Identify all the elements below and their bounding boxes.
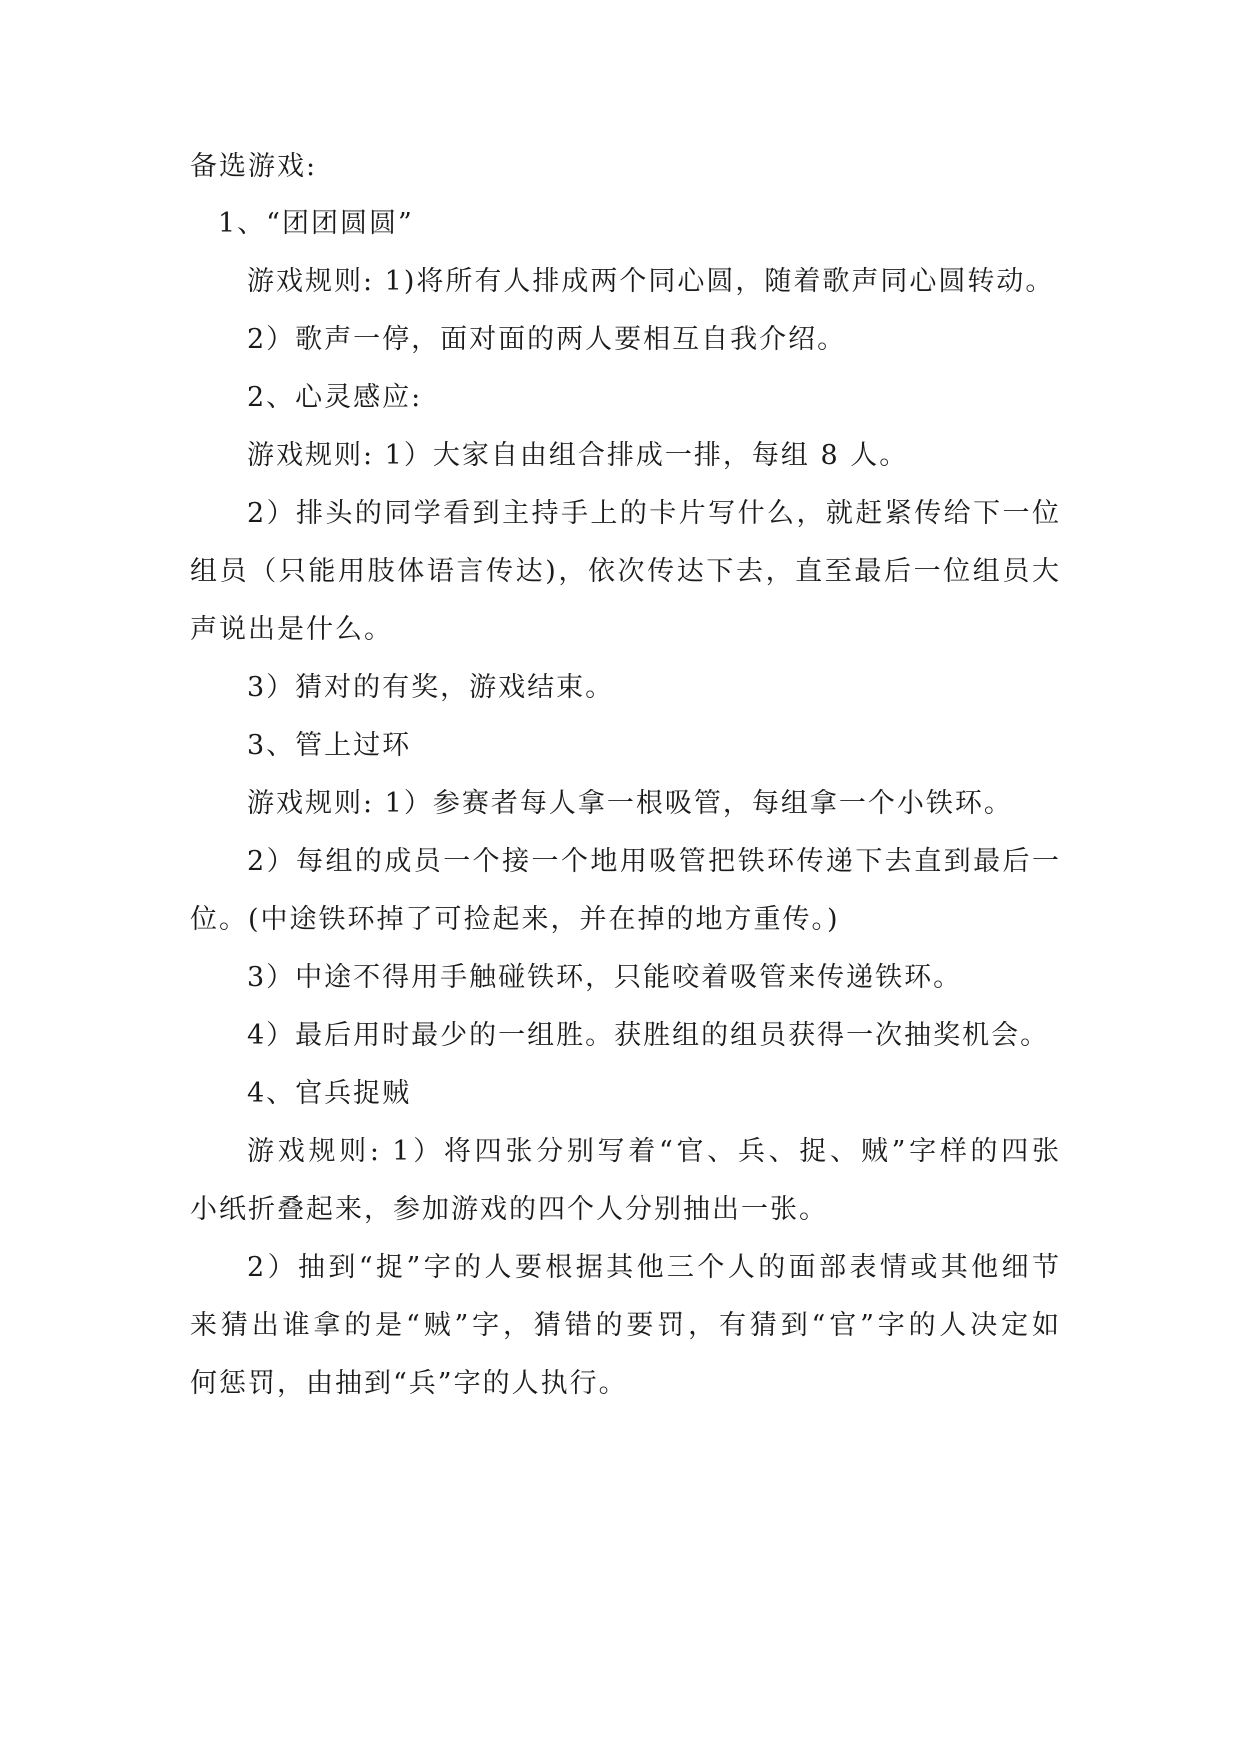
section-3-rule-1: 游戏规则: 1）参赛者每人拿一根吸管，每组拿一个小铁环。 <box>247 788 1013 819</box>
section-4-rule-2-line-1: 2）抽到“捉”字的人要根据其他三个人的面部表情或其他细节 <box>247 1252 1060 1283</box>
section-2-rule-1: 游戏规则: 1）大家自由组合排成一排，每组 8 人。 <box>247 440 909 471</box>
section-3-rule-4: 4）最后用时最少的一组胜。获胜组的组员获得一次抽奖机会。 <box>247 1020 1050 1051</box>
section-title-1: 1、“团团圆圆” <box>218 208 414 239</box>
section-3-rule-2-line-2: 位。(中途铁环掉了可捡起来，并在掉的地方重传。) <box>190 904 840 935</box>
section-2-rule-2-line-1: 2）排头的同学看到主持手上的卡片写什么，就赶紧传给下一位 <box>247 498 1060 529</box>
section-1-rule-1: 游戏规则: 1)将所有人排成两个同心圆，随着歌声同心圆转动。 <box>247 266 1055 297</box>
section-3-rule-2-line-1: 2）每组的成员一个接一个地用吸管把铁环传递下去直到最后一 <box>247 846 1060 877</box>
section-3-rule-3: 3）中途不得用手触碰铁环，只能咬着吸管来传递铁环。 <box>247 962 963 993</box>
section-title-3: 3、管上过环 <box>247 730 412 761</box>
section-1-rule-2: 2）歌声一停，面对面的两人要相互自我介绍。 <box>247 324 847 355</box>
section-2-rule-2-line-3: 声说出是什么。 <box>190 614 393 645</box>
section-2-rule-2-line-2: 组员（只能用肢体语言传达)，依次传达下去，直至最后一位组员大 <box>190 556 1060 587</box>
document-heading: 备选游戏: <box>190 151 318 182</box>
section-4-rule-1-line-2: 小纸折叠起来，参加游戏的四个人分别抽出一张。 <box>190 1194 828 1225</box>
section-4-rule-1-line-1: 游戏规则: 1）将四张分别写着“官、兵、捉、贼”字样的四张 <box>247 1136 1060 1167</box>
section-title-4: 4、官兵捉贼 <box>247 1078 412 1109</box>
section-4-rule-2-line-3: 何惩罚，由抽到“兵”字的人执行。 <box>190 1368 628 1399</box>
section-2-rule-3: 3）猜对的有奖，游戏结束。 <box>247 672 615 703</box>
section-title-2: 2、心灵感应: <box>247 382 423 413</box>
section-4-rule-2-line-2: 来猜出谁拿的是“贼”字，猜错的要罚，有猜到“官”字的人决定如 <box>190 1310 1060 1341</box>
